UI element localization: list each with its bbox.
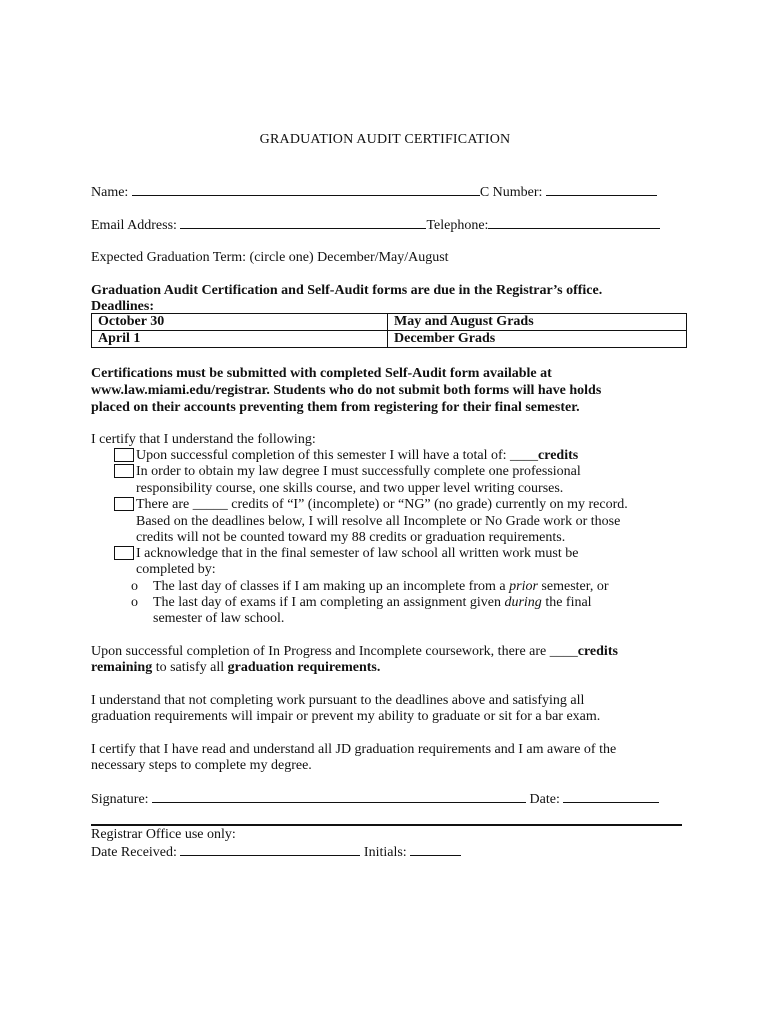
telephone-label: Telephone:: [426, 218, 489, 233]
c-number-field[interactable]: [546, 183, 657, 196]
initials-label: Initials:: [363, 845, 407, 860]
deadline-date: April 1: [92, 331, 388, 348]
form-title-text: GRADUATION AUDIT CERTIFICATION: [259, 132, 511, 147]
checklist-item-3-line2: Based on the deadlines below, I will resolve all Incomplete or No Grade work or those: [136, 514, 621, 529]
registrar-heading: Registrar Office use only:: [91, 827, 236, 842]
deadlines-label: Deadlines:: [91, 299, 154, 314]
certify-paragraph-line: necessary steps to complete my degree.: [91, 758, 312, 773]
sub1-post: semester, or: [537, 579, 609, 594]
item3-post: credits of “I” (incomplete) or “NG” (no grade) currently on my record.: [227, 497, 628, 512]
certify-intro: I certify that I understand the following:: [91, 432, 316, 447]
submission-notice-line: www.law.miami.edu/registrar. Students who do not submit both forms will have holds: [91, 383, 602, 398]
checkbox-incomplete-credits[interactable]: [114, 497, 134, 511]
checklist-item-3-line3: credits will not be counted toward my 88 credits or graduation requirements.: [136, 530, 566, 545]
signature-row: [91, 790, 659, 808]
item3-pre: There are: [136, 497, 193, 512]
name-row: [91, 183, 657, 201]
deadline-group: May and August Grads: [388, 314, 687, 331]
table-row: [92, 331, 687, 348]
checklist-item-4-line1: I acknowledge that in the final semester of law school all written work must be: [136, 546, 579, 561]
date-received-field[interactable]: [180, 843, 360, 856]
form-title: [0, 131, 770, 148]
deadlines-paragraph-line: I understand that not completing work pursuant to the deadlines above and satisfying all: [91, 693, 585, 708]
deadlines-table: [91, 313, 687, 348]
remaining-bold: remaining: [91, 660, 153, 675]
telephone-field[interactable]: [488, 216, 660, 229]
date-label: Date:: [529, 792, 560, 807]
name-label: Name:: [91, 185, 129, 200]
deadline-date: October 30: [92, 314, 388, 331]
checklist-item-3-line1: [136, 496, 628, 513]
checklist-item-2-line1: In order to obtain my law degree I must successfully complete one professional: [136, 464, 581, 479]
checklist-item-1: [136, 447, 578, 464]
remaining-line1: [91, 643, 618, 660]
remaining-blank[interactable]: ____: [549, 644, 578, 659]
item1-credits: credits: [538, 448, 579, 463]
sub2-pre: The last day of exams if I am completing an assignment given: [153, 595, 505, 610]
sub1-pre: The last day of classes if I am making up an incomplete from a: [153, 579, 510, 594]
deadlines-paragraph-line: graduation requirements will impair or prevent my ability to graduate or sit for a bar exam.: [91, 709, 601, 724]
item1-blank[interactable]: ____: [510, 448, 539, 463]
remaining-line2: [91, 659, 380, 676]
sub-bullet-1: [153, 578, 609, 595]
submission-notice-line: placed on their accounts preventing them from registering for their final semester.: [91, 400, 580, 415]
checklist-item-2-line2: responsibility course, one skills course, and two upper level writing courses.: [136, 481, 564, 496]
c-number-label: C Number:: [479, 185, 543, 200]
date-received-label: Date Received:: [91, 845, 177, 860]
graduation-requirements-bold: graduation requirements.: [227, 660, 381, 675]
remaining-mid: to satisfy all: [152, 660, 228, 675]
initials-field[interactable]: [410, 843, 461, 856]
bullet-marker: o: [131, 579, 138, 594]
sub2-em: during: [504, 595, 542, 610]
checklist-item-4-line2: completed by:: [136, 562, 216, 577]
email-field[interactable]: [180, 216, 426, 229]
sub-bullet-2: [153, 594, 592, 611]
table-row: [92, 314, 687, 331]
sub-bullet-2-line2: semester of law school.: [153, 611, 285, 626]
checkbox-credits-total[interactable]: [114, 448, 134, 462]
bullet-marker: o: [131, 595, 138, 610]
certify-paragraph-line: I certify that I have read and understand all JD graduation requirements and I am aware of the: [91, 742, 617, 757]
email-label: Email Address:: [91, 218, 177, 233]
submission-notice-line: Certifications must be submitted with completed Self-Audit form available at: [91, 366, 552, 381]
remaining-text: Upon successful completion of In Progress and Incomplete coursework, there are: [91, 644, 550, 659]
checkbox-degree-courses[interactable]: [114, 464, 134, 478]
email-row: [91, 216, 660, 234]
sub1-em: prior: [509, 579, 538, 594]
date-field[interactable]: [563, 790, 659, 803]
expected-term: Expected Graduation Term: (circle one) December/May/August: [91, 250, 449, 265]
signature-label: Signature:: [91, 792, 149, 807]
checkbox-final-semester[interactable]: [114, 546, 134, 560]
item3-blank[interactable]: _____: [192, 497, 228, 512]
registrar-row: [91, 843, 461, 861]
deadline-group: December Grads: [388, 331, 687, 348]
signature-field[interactable]: [152, 790, 526, 803]
name-field[interactable]: [132, 183, 480, 196]
item1-text: Upon successful completion of this semester I will have a total of:: [136, 448, 511, 463]
sub2-post: the final: [541, 595, 592, 610]
remaining-credits: credits: [577, 644, 618, 659]
due-notice: Graduation Audit Certification and Self-Audit forms are due in the Registrar’s office.: [91, 283, 603, 298]
